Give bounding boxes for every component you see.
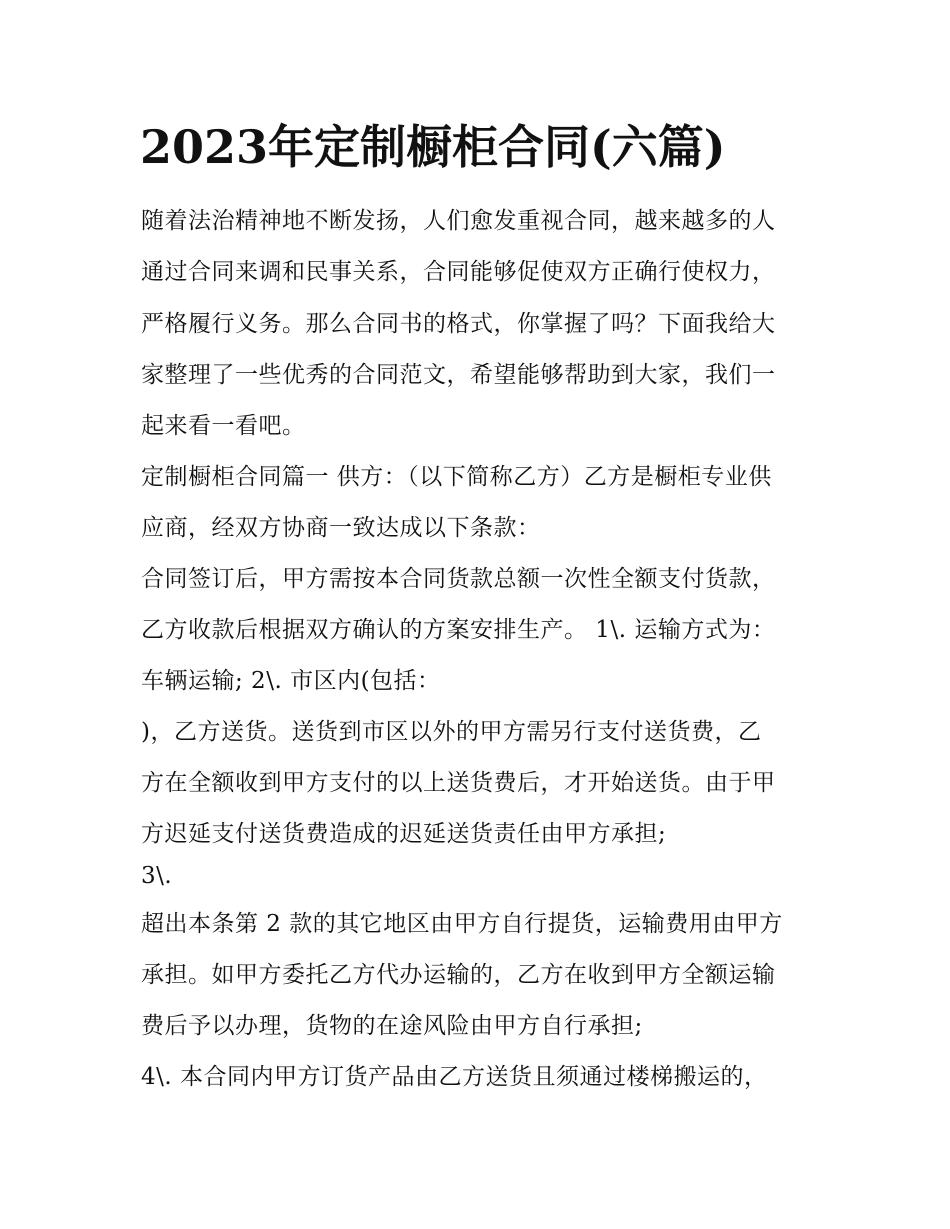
document-title: 2023年定制橱柜合同(六篇) — [140, 120, 726, 174]
text-line: 随着法治精神地不断发扬，人们愈发重视合同，越来越多的人 — [141, 208, 776, 234]
text-line: 3\. — [141, 863, 173, 889]
text-line: 定制橱柜合同篇一 供方：（以下简称乙方）乙方是橱柜专业供 — [141, 464, 772, 490]
text-line: 费后予以办理，货物的在途风险由甲方自行承担; — [141, 1013, 643, 1039]
text-line: 方在全额收到甲方支付的以上送货费后，才开始送货。由于甲 — [141, 770, 776, 796]
text-line: 起来看一看吧。 — [141, 413, 306, 439]
text-line: 通过合同来调和民事关系，合同能够促使双方正确行使权力， — [141, 259, 776, 285]
text-line: 超出本条第 2 款的其它地区由甲方自行提货，运输费用由甲方 — [141, 911, 783, 937]
text-line: 家整理了一些优秀的合同范文，希望能够帮助到大家，我们一 — [141, 362, 776, 388]
text-line: 严格履行义务。那么合同书的格式，你掌握了吗？下面我给大 — [141, 311, 776, 337]
text-line: 方迟延支付送货费造成的迟延送货责任由甲方承担; — [141, 821, 667, 847]
text-line: 乙方收款后根据双方确认的方案安排生产。 1\. 运输方式为： — [141, 617, 776, 643]
text-line: 4\. 本合同内甲方订货产品由乙方送货且须通过楼梯搬运的， — [141, 1064, 768, 1090]
text-line: 承担。如甲方委托乙方代办运输的，乙方在收到甲方全额运输 — [141, 962, 776, 988]
text-line: 应商，经双方协商一致达成以下条款： — [141, 515, 541, 541]
text-line: )，乙方送货。送货到市区以外的甲方需另行支付送货费，乙 — [141, 719, 762, 745]
text-line: 合同签订后，甲方需按本合同货款总额一次性全额支付货款， — [141, 566, 776, 592]
text-line: 车辆运输; 2\. 市区内(包括： — [141, 668, 441, 694]
